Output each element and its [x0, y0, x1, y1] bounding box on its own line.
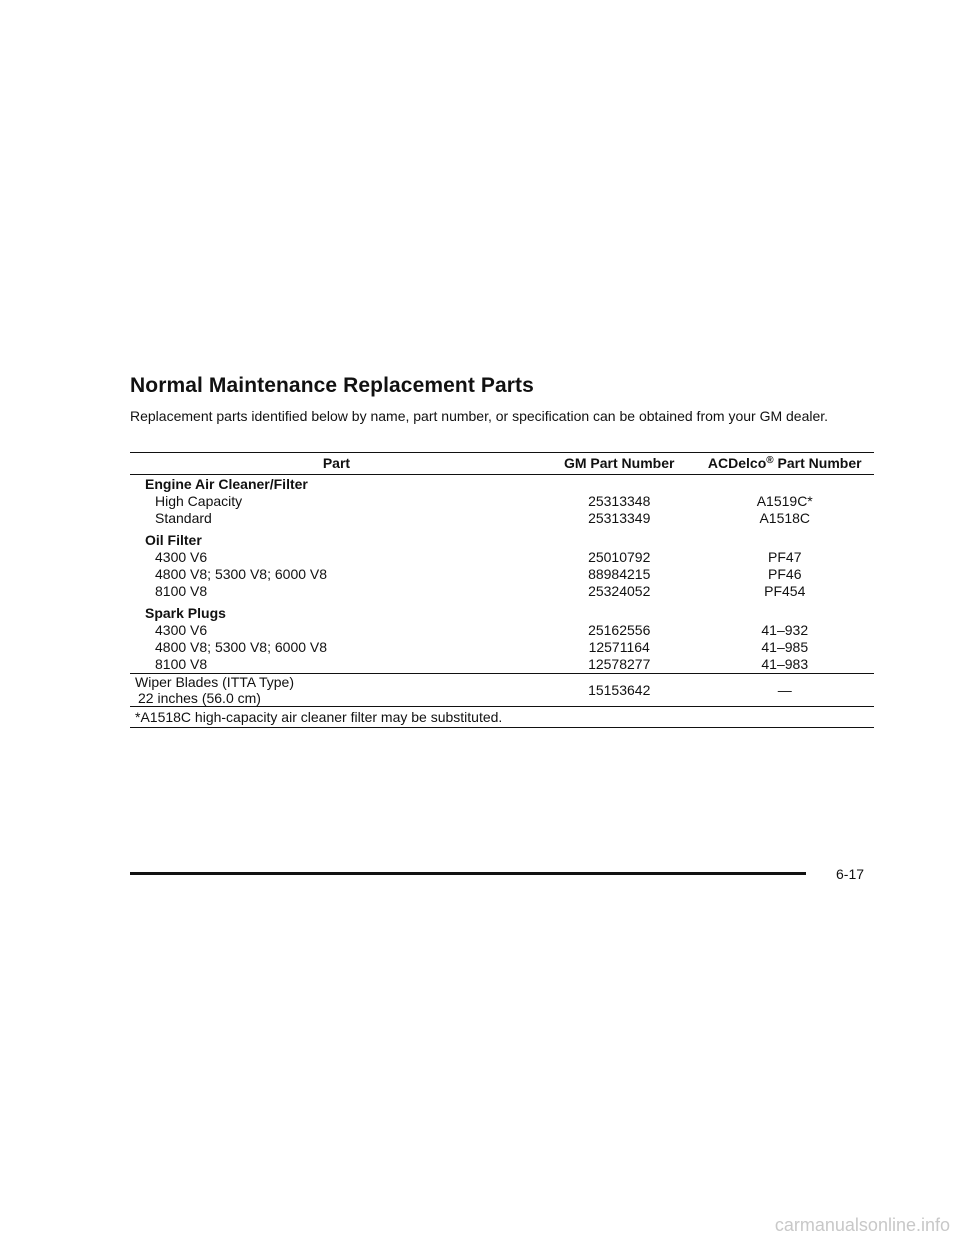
table-row	[130, 656, 874, 674]
table-header-row	[130, 453, 874, 475]
group-row	[130, 475, 874, 494]
acdelco-part-number: A1519C*	[756, 493, 813, 509]
group-row	[130, 531, 874, 549]
group-name: Oil Filter	[145, 532, 202, 548]
table-footnote-row	[130, 707, 874, 728]
acdelco-part-number: 41–983	[761, 656, 809, 672]
table-row	[130, 493, 874, 510]
footer-rule	[130, 872, 806, 875]
acdelco-part-number: PF46	[768, 566, 802, 582]
table-row-wiper	[130, 674, 874, 707]
gm-part-number: 25162556	[588, 622, 651, 638]
group-name: Engine Air Cleaner/Filter	[145, 476, 308, 492]
wiper-part-name: Wiper Blades (ITTA Type)	[135, 674, 294, 690]
table-row	[130, 583, 874, 600]
part-name: 4800 V8; 5300 V8; 6000 V8	[155, 639, 328, 655]
part-name: 8100 V8	[155, 656, 208, 672]
page-title: Normal Maintenance Replacement Parts	[130, 374, 534, 397]
table-row	[130, 622, 874, 639]
acdelco-part-number: 41–985	[761, 639, 809, 655]
part-name: 8100 V8	[155, 583, 208, 599]
table-row	[130, 549, 874, 566]
gm-part-number: 25313348	[588, 493, 651, 509]
acdelco-brand: ACDelco	[707, 455, 767, 471]
table-footnote: *A1518C high-capacity air cleaner filter may be substituted.	[130, 707, 874, 728]
part-name: 4800 V8; 5300 V8; 6000 V8	[155, 566, 328, 582]
parts-table	[130, 452, 874, 728]
acdelco-part-number: A1518C	[759, 510, 811, 526]
gm-part-number: 12571164	[588, 639, 650, 655]
intro-paragraph: Replacement parts identified below by name, part number, or specification can be obtained from your GM dealer.	[130, 408, 829, 424]
page-number: 6-17	[836, 866, 865, 882]
gm-part-number: 25010792	[588, 549, 651, 565]
group-row	[130, 604, 874, 622]
acdelco-part-number: PF47	[768, 549, 802, 565]
header-acdelco-part-number	[696, 453, 875, 475]
gm-part-number: 12578277	[588, 656, 651, 672]
gm-part-number: 25324052	[588, 583, 651, 599]
part-name: 4300 V6	[155, 549, 208, 565]
wiper-part-detail: 22 inches (56.0 cm)	[138, 690, 261, 706]
part-name: High Capacity	[155, 493, 243, 509]
acdelco-part-number: —	[696, 674, 875, 707]
group-name: Spark Plugs	[145, 605, 226, 621]
gm-part-number: 88984215	[588, 566, 651, 582]
watermark: carmanualsonline.info	[774, 1215, 950, 1235]
part-name: 4300 V6	[155, 622, 208, 638]
gm-part-number: 15153642	[543, 674, 696, 707]
header-part: Part	[130, 453, 543, 475]
acdelco-part-number-label: Part Number	[777, 455, 862, 471]
gm-part-number: 25313349	[588, 510, 651, 526]
table-row	[130, 510, 874, 527]
registered-mark: ®	[766, 455, 774, 466]
part-name: Standard	[155, 510, 212, 526]
table-row	[130, 639, 874, 656]
acdelco-part-number: PF454	[764, 583, 806, 599]
acdelco-part-number: 41–932	[761, 622, 809, 638]
header-gm-part-number: GM Part Number	[543, 453, 696, 475]
table-row	[130, 566, 874, 583]
